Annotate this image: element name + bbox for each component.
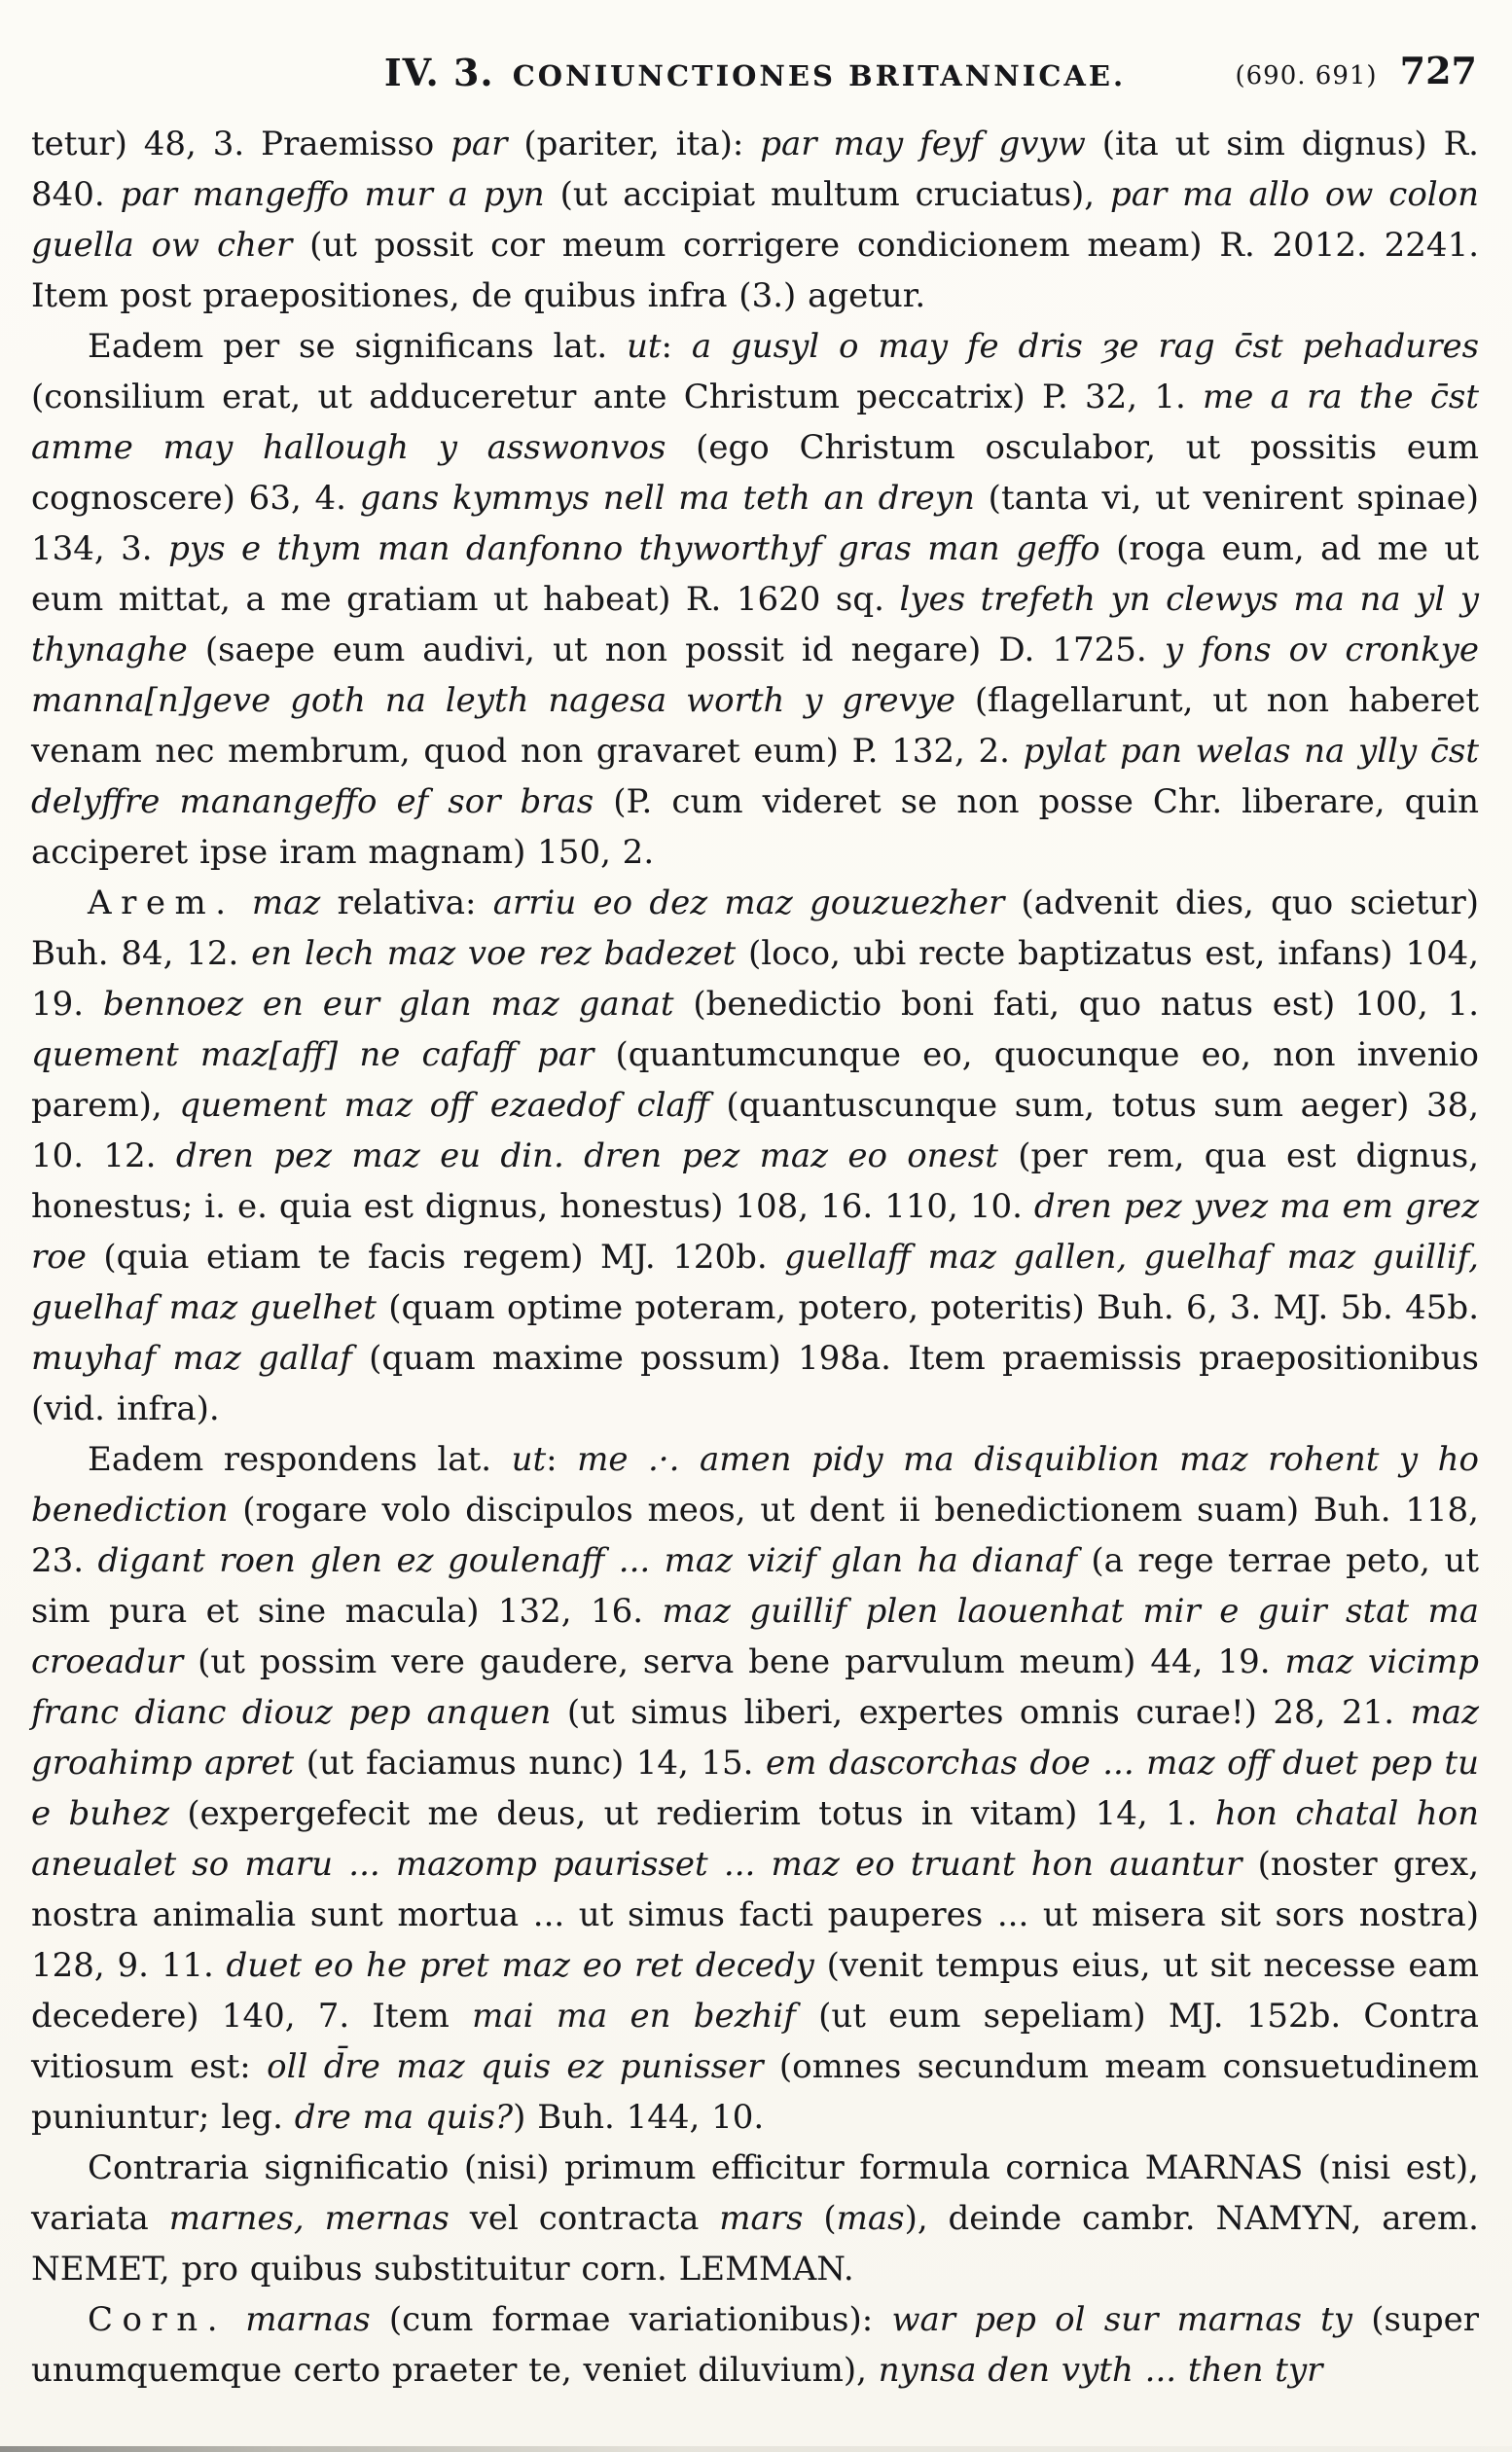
text-segment: (ut possit cor meum corrigere condicionem meam) R. 2012. 2241. Item post praepositiones, de quibus infra (3.) agetur. [31,226,1480,315]
running-head [31,43,1479,103]
text-segment: Eadem respondens lat. [88,1440,512,1479]
text-segment: : [546,1440,578,1479]
paragraph [31,2294,1479,2396]
text-segment: (a rege terrae peto, ut sim pura et sine macula) 132, 16. [31,1541,1479,1631]
text-segment: (flagellarunt, ut non haberet venam nec membrum, quod non gravaret eum) P. 132, 2. [31,681,1479,771]
page-number: 727 [1399,49,1477,92]
text-segment: (ut possim vere gaudere, serva bene parvulum meum) 44, 19. [183,1642,1285,1681]
text-segment: me a ra the c̄st amme may hallough y asswonvos [31,378,1479,467]
text-segment: par may feyf gvyw [760,125,1086,163]
text-segment: (ut simus liberi, expertes omnis curae!) 28, 21. [551,1693,1411,1732]
text-segment: digant roen glen ez goulenaff ... maz vizif glan ha dianaf [97,1541,1077,1580]
text-segment: marnes, mernas [168,2199,450,2238]
text-segment: (ut eum sepeliam) MJ. 152b. Contra vitiosum est: [31,1997,1479,2086]
text-block [31,119,1479,2396]
text-segment: par mangeffo mur a pyn [120,175,545,214]
text-segment: (per rem, qua est dignus, honestus; i. e. quia est dignus, honestus) 108, 16. 110, 10. [31,1136,1479,1226]
paragraph [31,1434,1479,2143]
text-segment: a gusyl o may fe dris ȝe rag c̄st pehadures [691,327,1480,366]
text-segment: Contraria significatio (nisi) primum efficitur formula cornica MARNAS (nisi est), variata [31,2148,1479,2238]
text-segment: duet eo he pret maz eo ret decedy [226,1946,814,1985]
text-segment: vel contracta [449,2199,720,2238]
text-segment: (noster grex, nostra animalia sunt mortua ... ut simus facti pauperes ... ut misera sit sors nostra) 128, 9. 11. [31,1845,1479,1985]
text-segment: (benedictio boni fati, quo natus est) 100, 1. [673,985,1479,1024]
text-segment [227,2300,245,2339]
text-segment: quement maz off ezaedof claff [179,1086,709,1125]
text-segment: ) Buh. 144, 10. [513,2098,765,2137]
text-segment: (roga eum, ad me ut eum mittat, a me gratiam ut habeat) R. 1620 sq. [31,529,1479,619]
text-segment: (quantumcunque eo, quocunque eo, non invenio parem), [31,1035,1479,1125]
text-segment: ut [626,327,662,366]
text-segment: dren pez yvez ma em grez roe [31,1187,1479,1277]
text-segment: gans kymmys nell ma teth an dreyn [359,479,975,518]
text-segment: bennoez en eur glan maz ganat [102,985,674,1024]
text-segment: (advenit dies, quo scietur) Buh. 84, 12. [31,883,1480,973]
text-segment: y fons ov cronkye manna[n]geve goth na leyth nagesa worth y grevye [31,631,1479,720]
paragraph [31,878,1479,1434]
text-segment: (ita ut sim dignus) R. 840. [31,125,1479,214]
text-segment: em dascorchas doe ... maz off duet pep tu e buhez [31,1744,1479,1833]
text-segment: par ma allo ow colon guella ow cher [31,175,1480,265]
text-segment: quement maz[aff] ne cafaff par [31,1035,594,1074]
text-segment: (venit tempus eius, ut sit necesse eam decedere) 140, 7. Item [31,1946,1480,2036]
text-segment: tetur) 48, 3. Praemisso [31,125,451,163]
text-segment: (ego Christum osculabor, ut possitis eum cognoscere) 63, 4. [31,428,1479,518]
text-segment: maz vicimp franc dianc diouz pep anquen [31,1642,1479,1732]
text-segment: (rogare volo discipulos meos, ut dent ii benedictionem suam) Buh. 118, 23. [31,1491,1479,1580]
text-segment: (saepe eum audivi, ut non possit id negare) D. 1725. [187,631,1165,669]
text-segment: hon chatal hon aneualet so maru ... mazomp paurisset ... maz eo truant hon auantur [31,1794,1479,1884]
text-segment: marnas [245,2300,371,2339]
text-segment: mas [836,2199,905,2238]
paragraph [31,2143,1479,2294]
text-segment: mai ma en bezhif [472,1997,796,2036]
text-segment: (quantuscunque sum, totus sum aeger) 38, 10. 12. [31,1086,1480,1175]
text-segment: oll d̄re maz quis ez punisser [267,2047,764,2086]
text-segment: maz groahimp apret [31,1693,1479,1783]
text-segment: par [450,125,508,163]
text-segment: arriu eo dez maz gouzuezher [492,883,1005,922]
paragraph [31,119,1479,321]
text-segment: Eadem per se significans lat. [88,327,627,366]
text-segment: (cum formae variationibus): [370,2300,892,2339]
text-segment: (ut accipiat multum cruciatus), [544,175,1110,214]
text-segment: nynsa den vyth ... then tyr [878,2351,1323,2390]
text-segment: ), deinde cambr. NAMYN, arem. NEMET, pro quibus substituitur corn. LEMMAN. [31,2199,1479,2289]
text-segment: (expergefecit me deus, ut redierim totus in vitam) 14, 1. [169,1794,1215,1833]
running-head-center [384,51,1126,94]
text-segment: relativa: [320,883,493,922]
text-segment: me .·. amen pidy ma disquiblion maz rohent y ho benediction [31,1440,1480,1530]
text-segment: (quam maxime possum) 198a. Item praemissis praepositionibus (vid. infra). [31,1339,1479,1428]
paragraph [31,321,1479,878]
text-segment: (P. cum videret se non posse Chr. liberare, quin acciperet ipse iram magnam) 150, 2. [31,782,1480,872]
text-segment: (quia etiam te facis regem) MJ. 120b. [86,1238,785,1277]
text-segment: (tanta vi, ut venirent spinae) 134, 3. [31,479,1479,568]
text-segment: (consilium erat, ut adduceretur ante Christum peccatrix) P. 32, 1. [31,378,1204,416]
text-segment: maz [251,883,321,922]
running-head-right [1236,49,1478,92]
text-segment: mars [719,2199,804,2238]
text-segment: pylat pan welas na ylly c̄st delyffre manangeffo ef sor bras [31,732,1479,821]
text-segment: ( [803,2199,837,2238]
text-segment: : [661,327,692,366]
running-title: CONIUNCTIONES BRITANNICAE. [512,59,1127,92]
column-range: (690. 691) [1235,61,1378,90]
text-segment: Corn. [88,2300,228,2339]
text-segment: (quam optime poteram, potero, poteritis) Buh. 6, 3. MJ. 5b. 45b. [376,1288,1479,1327]
text-segment [235,883,252,922]
text-segment: muyhaf maz gallaf [31,1339,352,1378]
text-segment: dre ma quis? [294,2098,514,2137]
text-segment: guellaff maz gallen, guelhaf maz guillif, guelhaf maz guelhet [31,1238,1479,1327]
scan-edge-artifact [0,2446,1512,2452]
text-segment: (super unumquemque certo praeter te, veniet diluvium), [31,2300,1480,2390]
text-segment: (pariter, ita): [507,125,761,163]
section-number: IV. 3. [383,51,494,94]
text-segment: (omnes secundum meam consuetudinem puniuntur; leg. [31,2047,1480,2137]
text-segment: war pep ol sur marnas ty [891,2300,1353,2339]
text-segment: (ut faciamus nunc) 14, 15. [294,1744,766,1783]
text-segment: Arem. [88,883,235,922]
text-segment: maz guillif plen laouenhat mir e guir stat ma croeadur [31,1592,1479,1681]
text-segment: en lech maz voe rez badezet [251,934,737,973]
text-segment: lyes trefeth yn clewys ma na yl y thynaghe [31,580,1479,669]
text-segment: dren pez maz eu din. dren pez maz eo onest [175,1136,998,1175]
text-segment: (loco, ubi recte baptizatus est, infans) 104, 19. [31,934,1480,1024]
text-segment: pys e thym man danfonno thyworthyf gras man geffo [168,529,1100,568]
text-segment: ut [511,1440,547,1479]
